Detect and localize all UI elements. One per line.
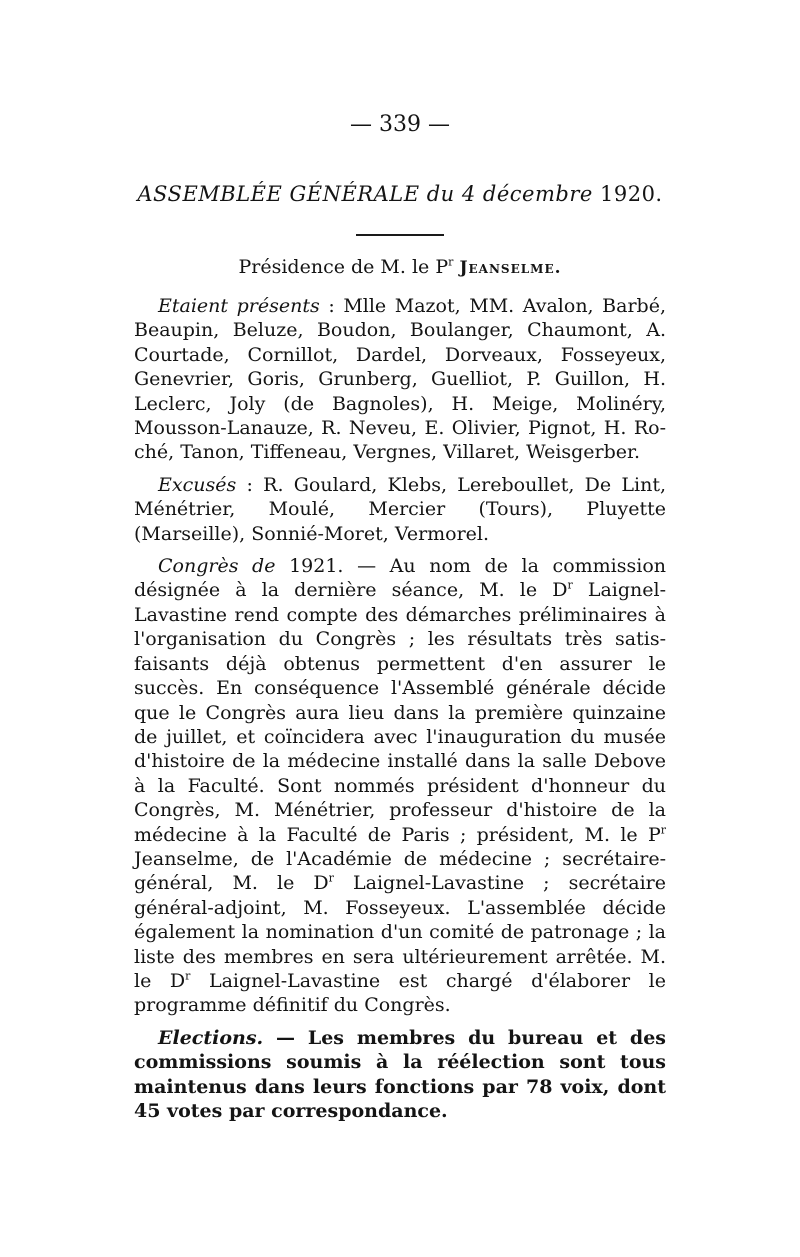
page-number: — 339 —: [350, 112, 450, 137]
congres-sup-4: r: [185, 969, 191, 983]
title-divider: [356, 234, 444, 236]
congres-text-5: Laignel-Lavastine est chargé d'élaborer le programme définitif du Congrès.: [134, 969, 667, 1017]
page-title: [0, 182, 800, 206]
paragraph-presents: [134, 294, 666, 465]
title-main: ASSEMBLÉE GÉNÉRALE du 4 décembre: [137, 182, 593, 206]
presidence-name: Jeanselme.: [459, 258, 562, 278]
title-year: 1920.: [599, 182, 663, 206]
congres-sup-2: r: [660, 823, 666, 837]
presidence-sup: r: [448, 255, 454, 269]
presents-text: : Mlle Mazot, MM. Avalon, Barbé, Beaupin, Beluze, Boudon, Boulanger, Chaumont, A. Courtade, Cornillot, Dardel, Dorveaux, Fosseyeux, Genevrier, Goris, Grunberg, Guelliot, P. Guillon, H. Leclerc, Joly (de Bagnoles), H. Meige, Molinéry, Mousson-Lanauze, R. Neveu, E. Olivier, Pignot, H. Roché, Tanon, Tiffeneau, Vergnes, Villaret, Weisgerber.: [134, 295, 666, 464]
excuses-lead: Excusés: [158, 473, 237, 496]
paragraph-elections: [134, 1026, 666, 1124]
document-body: [134, 294, 666, 1131]
congres-sup-3: r: [328, 872, 334, 886]
presidence-prefix: Présidence de M. le P: [238, 256, 449, 278]
congres-text-1: 1921. — Au nom de la commission désignée à la dernière séance, M. le D: [134, 555, 666, 602]
congres-text-2: Laignel-Lavastine rend compte des démarches préliminaires à l'organisation du Congrès ; les résultats très satisfaisants déjà obtenus permettent d'en assurer le succès. En conséquence l'Assemblé générale décide que le Congrès aura lieu dans la première quinzaine de juillet, et coïncidera avec l'inauguration du musée d'histoire de la médecine installé dans la salle Debove à la Faculté. Sont nommés président d'honneur du Congrès, M. Ménétrier, professeur d'histoire de la médecine à la Faculté de Paris ; président, M. le P: [134, 579, 666, 846]
paragraph-excuses: [134, 473, 666, 546]
presents-lead: Etaient présents: [158, 295, 320, 317]
elections-text: — Les membres du bureau et des commissions soumis à la réélection sont tous maintenus dans leurs fonctions par 78 voix, dont 45 votes par correspondance.: [134, 1026, 666, 1122]
excuses-text: : R. Goulard, Klebs, Lereboullet, De Lint, Ménétrier, Moulé, Mercier (Tours), Pluyette (Marseille), Sonnié-Moret, Vermorel.: [134, 473, 666, 545]
congres-text-3: Jeanselme, de l'Académie de médecine ; secrétaire-général, M. le D: [134, 847, 666, 895]
paragraph-congres: [134, 554, 666, 1018]
congres-lead: Congrès de: [158, 555, 276, 578]
congres-text-4: Laignel-Lavastine ; secrétaire général-adjoint, M. Fosseyeux. L'assemblée décide également la nomination d'un comité de patronage ; la liste des membres en sera ultérieurement arrêtée. M. le D: [134, 872, 666, 992]
elections-lead: Elections.: [158, 1026, 264, 1049]
presidence-line: [0, 256, 800, 278]
congres-sup-1: r: [567, 579, 573, 593]
